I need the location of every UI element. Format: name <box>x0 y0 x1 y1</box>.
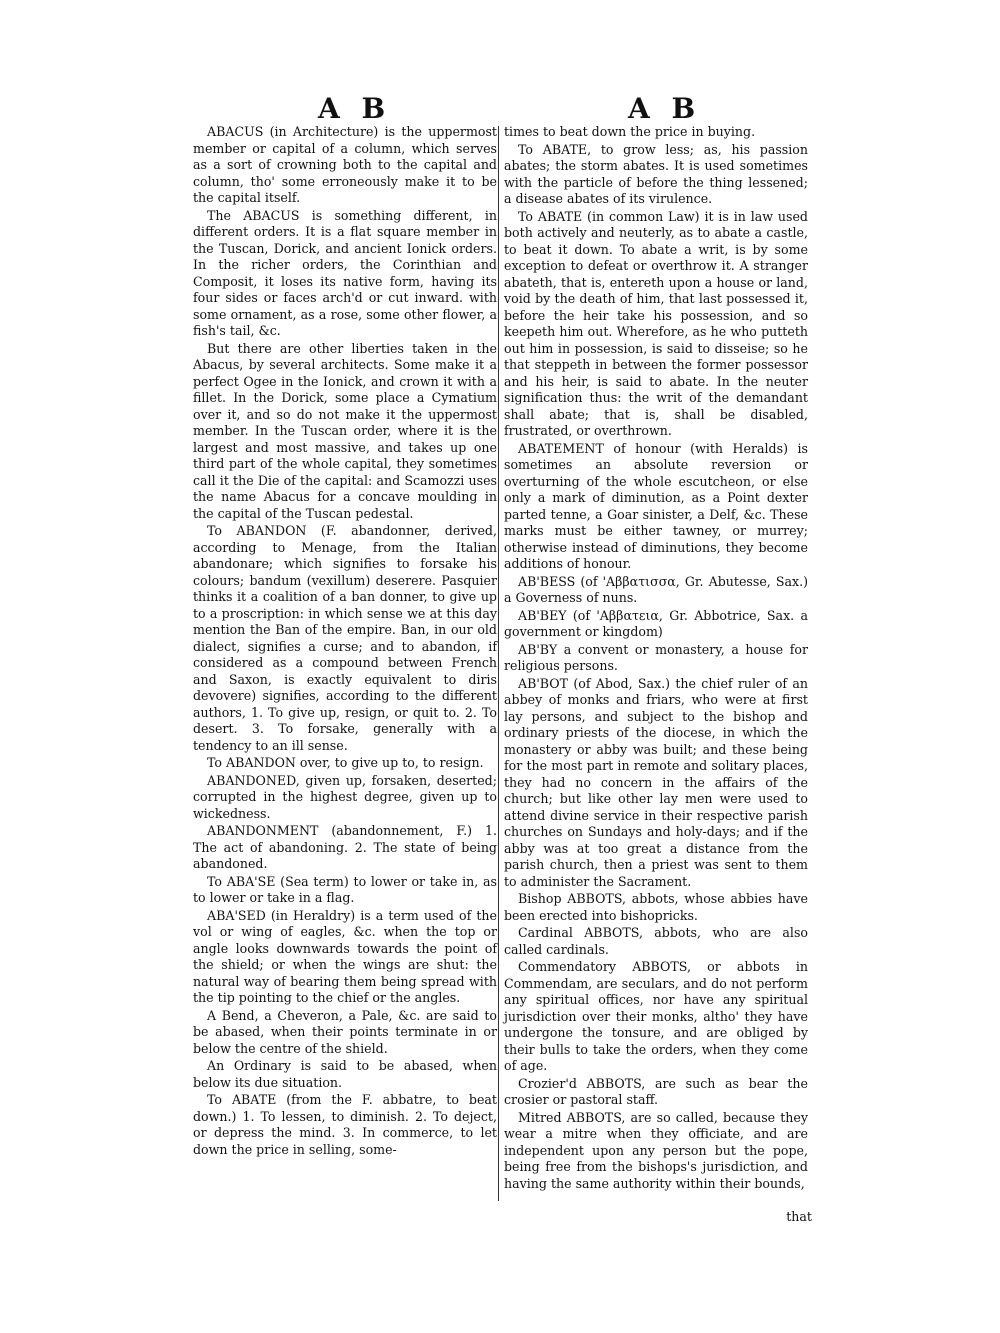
catchword: that <box>786 1209 812 1224</box>
entry-abacus-liberties: But there are other liberties taken in the Abacus, by several architects. Some make it a perfect Ogee in the Ionick, and crown it with a fillet. In the Dorick, some place a Cymatium over it, and so do not make it the uppermost member. In the Tuscan order, where it is the largest and most massive, and takes up one third part of the whole capital, they sometimes call it the Die of the capital: and Scamozzi uses the name Abacus for a concave moulding in the capital of the Tuscan pedestal. <box>193 340 497 521</box>
running-head-left: A B <box>318 92 392 125</box>
entry-abatement: ABATEMENT of honour (with Heralds) is sometimes an absolute reversion or overturning of the whole escutcheon, or else only a mark of diminution, as a Point dexter parted tenne, a Goar sinister, a Delf, &c. These marks must be either tawney, or murrey; otherwise instead of diminutions, they become additions of honour. <box>504 440 808 571</box>
entry-abbey: AB'BEY (of 'Αββατεια, Gr. Abbotrice, Sax. a government or kingdom) <box>504 607 808 639</box>
entry-abandoned: ABANDONED, given up, forsaken, deserted; corrupted in the highest degree, given up to wickedness. <box>193 772 497 821</box>
entry-croziered-abbots: Crozier'd ABBOTS, are such as bear the crosier or pastoral staff. <box>504 1075 808 1107</box>
entry-abandonment: ABANDONMENT (abandonnement, F.) 1. The act of abandoning. 2. The state of being abandoned. <box>193 823 497 871</box>
entry-abby: AB'BY a convent or monastery, a house for religious persons. <box>504 641 808 673</box>
entry-bend-abased: A Bend, a Cheveron, a Pale, &c. are said to be abased, when their points terminate in or below the centre of the shield. <box>193 1007 497 1056</box>
entry-ordinary-abased: An Ordinary is said to be abased, when below its due situation. <box>193 1058 497 1090</box>
column-divider <box>498 126 499 1201</box>
entry-cardinal-abbots: Cardinal ABBOTS, abbots, who are also called cardinals. <box>504 925 808 957</box>
entry-abandon-over: To ABANDON over, to give up to, to resign. <box>207 755 484 770</box>
entry-bishop-abbots: Bishop ABBOTS, abbots, whose abbies have been erected into bishopricks. <box>504 891 808 923</box>
right-column <box>504 124 808 1193</box>
left-column <box>193 124 497 1159</box>
entry-abacus: ABACUS (in Architecture) is the uppermost member or capital of a column, which serves as a sort of crowning both to the capital and column, tho' some erroneously make it to be the capital itself. <box>193 124 497 205</box>
entry-the-abacus: The ABACUS is something different, in different orders. It is a flat square member in the Tuscan, Dorick, and ancient Ionick orders. In the richer orders, the Corinthian and Composit, it loses its native form, having its four sides or faces arch'd or cut inward. with some ornament, as a rose, some other flower, a fish's tail, &c. <box>193 207 497 338</box>
entry-abase: To ABA'SE (Sea term) to lower or take in, as to lower or take in a flag. <box>193 873 497 905</box>
entry-abbess: AB'BESS (of 'Αββατισσα, Gr. Abutesse, Sax.) a Governess of nuns. <box>504 573 808 605</box>
entry-abate-continued: times to beat down the price in buying. <box>504 124 756 139</box>
entry-mitred-abbots: Mitred ABBOTS, are so called, because they wear a mitre when they officiate, and are independent upon any person but the pope, being free from the bishops's jurisdiction, and having the same authority within their bounds, <box>504 1109 808 1191</box>
running-head-right: A B <box>628 92 702 125</box>
entry-abandon: To ABANDON (F. abandonner, derived, according to Menage, from the Italian abandonare; which signifies to forsake his colours; bandum (vexillum) deserere. Pasquier thinks it a coalition of a ban donner, to give up to a proscription: in which sense we at this day mention the Ban of the empire. Ban, in our old dialect, signifies a curse; and to abandon, if considered as a compound between French and Saxon, is exactly equivalent to diris devovere) signifies, according to the different authors, 1. To give up, resign, or quit to. 2. To desert. 3. To forsake, generally with a tendency to an ill sense. <box>193 523 497 753</box>
entry-abbot: AB'BOT (of Abod, Sax.) the chief ruler of an abbey of monks and friars, who were at first lay persons, and subject to the bishop and ordinary priests of the diocese, in which the monastery or abby was built; and these being for the most part in remote and solitary places, they had no concern in the affairs of the church; but like other lay men were used to attend divine service in their respective parish churches on Sundays and holy-days; and if the abby was at too great a distance from the parish church, then a priest was sent to them to administer the Sacrament. <box>504 675 808 889</box>
entry-abate-1: To ABATE (from the F. abbatre, to beat down.) 1. To lessen, to diminish. 2. To deject, or depress the mind. 3. In commerce, to let down the price in selling, some- <box>193 1092 497 1157</box>
entry-abate-law: To ABATE (in common Law) it is in law used both actively and neuterly, as to abate a castle, to beat it down. To abate a writ, is by some exception to defeat or overthrow it. A stranger abateth, that is, entereth upon a house or land, void by the death of him, that last possessed it, before the heir take his possession, and so keepeth him out. Wherefore, as he who putteth out him in possession, is said to disseise; so he that steppeth in between the former possessor and his heir, is said to abate. In the neuter signification thus: the writ of the demandant shall abate; that is, shall be disabled, frustrated, or overthrown. <box>504 208 808 438</box>
entry-commendatory-abbots: Commendatory ABBOTS, or abbots in Commendam, are seculars, and do not perform any spiritual offices, nor have any spiritual jurisdiction over their monks, altho' they have undergone the tonsure, and are obliged by their bulls to take the orders, when they come of age. <box>504 959 808 1073</box>
entry-abate-2: To ABATE, to grow less; as, his passion abates; the storm abates. It is used sometimes with the particle of before the thing lessened; a disease abates of its virulence. <box>504 141 808 206</box>
entry-abased: ABA'SED (in Heraldry) is a term used of the vol or wing of eagles, &c. when the top or angle looks downwards towards the point of the shield; or when the wings are shut: the natural way of bearing them being spread with the tip pointing to the chief or the angles. <box>193 907 497 1005</box>
